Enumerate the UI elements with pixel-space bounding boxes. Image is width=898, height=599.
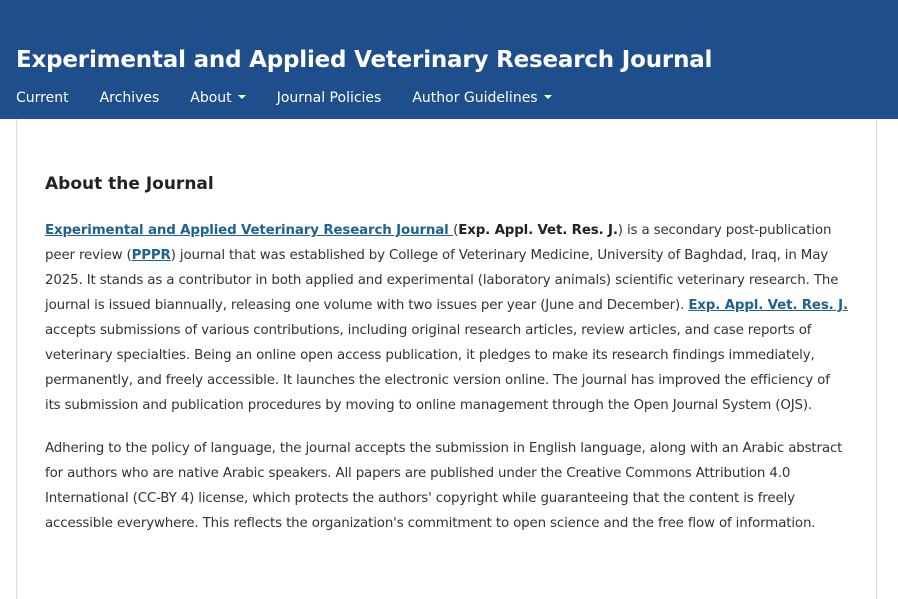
- text-segment: (: [453, 223, 459, 238]
- text-segment: ) is a secondary post-publication peer review (: [45, 223, 832, 263]
- nav-item-about[interactable]: [190, 88, 245, 108]
- nav-item-label: Journal Policies: [276, 90, 382, 106]
- content-panel: [16, 119, 877, 599]
- journal-abbreviation-link[interactable]: Exp. Appl. Vet. Res. J.: [688, 298, 848, 313]
- about-paragraph-2: Adhering to the policy of language, the journal accepts the submission in English language, along with an Arabic abstract for authors who are native Arabic speakers. All papers are published under the Creative Commons Attribution 4.0 International (CC-BY 4) license, which protects the authors' copyright while guaranteeing that the content is freely accessible everywhere. This reflects the organization's commitment to open science and the free flow of information.: [45, 441, 843, 531]
- journal-name-link[interactable]: Experimental and Applied Veterinary Research Journal: [45, 223, 454, 238]
- main-nav: [0, 88, 583, 108]
- nav-item-label: Current: [16, 90, 69, 106]
- journal-abbreviation: Exp. Appl. Vet. Res. J.: [458, 223, 618, 238]
- text-segment: accepts submissions of various contributions, including original research articles, review articles, and case reports of veterinary specialties. Being an online open access publication, it pledges to make its research findings immediately, permanently, and freely accessible. It launches the electronic version online. The journal has improved the efficiency of its submission and publication procedures by moving to online management through the Open Journal System (OJS).: [45, 323, 830, 413]
- caret-down-icon: [238, 95, 246, 99]
- pppr-link[interactable]: PPPR: [131, 248, 171, 263]
- main-content: [17, 119, 876, 536]
- text-segment: ) journal that was established by College of Veterinary Medicine, University of Baghdad, Iraq, in May 2025. It stands as a contributor in both applied and experimental (laboratory animals) scientific veterinary research. The journal is issued biannually, releasing one volume with two issues per year (June and December).: [45, 248, 839, 313]
- nav-item-author-guidelines[interactable]: [412, 88, 551, 108]
- site-header: [0, 0, 898, 119]
- nav-item-label: Author Guidelines: [412, 90, 538, 106]
- page-title: About the Journal: [45, 174, 214, 194]
- site-title[interactable]: Experimental and Applied Veterinary Research Journal: [16, 47, 713, 73]
- nav-item-journal-policies[interactable]: [277, 88, 382, 108]
- about-paragraph-1: [45, 218, 848, 418]
- caret-down-icon: [544, 95, 552, 99]
- nav-item-label: Archives: [99, 90, 160, 106]
- nav-item-current[interactable]: [16, 88, 69, 108]
- nav-item-label: About: [190, 90, 232, 106]
- nav-item-archives[interactable]: [100, 88, 160, 108]
